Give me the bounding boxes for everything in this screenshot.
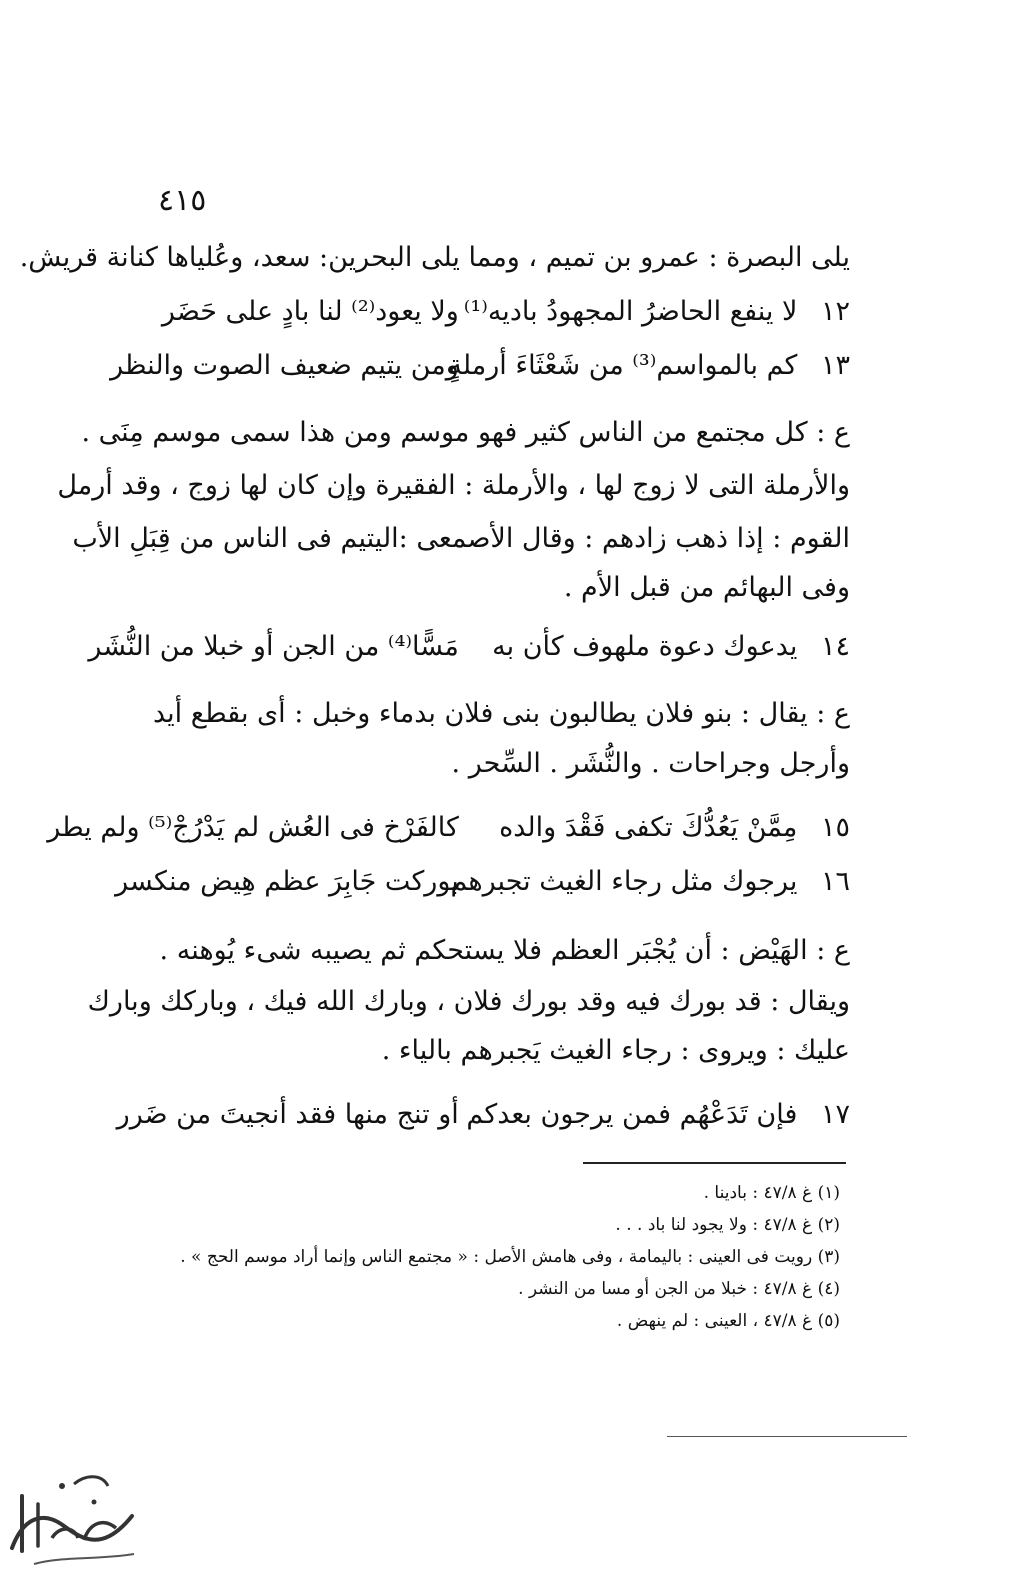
- verse-number: ١٢: [820, 296, 850, 327]
- verse-hemistich-2: أو تنج منها فقد أنجيتَ من ضَرر: [116, 1099, 459, 1130]
- verse-hemistich-1: كم بالمواسم⁽³⁾ من شَعْثَاءَ أرملةٍ: [448, 350, 798, 381]
- commentary-line: القوم : إذا ذهب زادهم : وقال الأصمعى :اليتيم فى الناس من قِبَلِ الأب: [72, 523, 850, 554]
- commentary-line: والأرملة التى لا زوج لها ، والأرملة : الفقيرة وإن كان لها زوج ، وقد أرمل: [57, 470, 850, 501]
- verse-number: ١٣: [820, 350, 850, 381]
- footnote-1: (١) غ ٤٧/٨ : بادينا .: [703, 1183, 840, 1203]
- commentary-line: ع : يقال : بنو فلان يطالبون بنى فلان بدماء وخبل : أى بقطع أيد: [153, 698, 850, 729]
- verse-17: [116, 1095, 850, 1135]
- verse-hemistich-2: كالفَرْخ فى العُش لم يَدْرُجْ⁽⁵⁾ ولم يطر: [47, 812, 459, 843]
- commentary-line: ويقال : قد بورك فيه وقد بورك فلان ، وبارك الله فيك ، وباركك وبارك: [87, 986, 850, 1017]
- commentary-line: ع : كل مجتمع من الناس كثير فهو موسم ومن هذا سمى موسم مِنَى .: [81, 417, 850, 448]
- verse-12: [160, 292, 850, 332]
- footnote-5: (٥) غ ٤٧/٨ ، العينى : لم ينهض .: [616, 1311, 840, 1331]
- verse-14: [88, 627, 850, 667]
- commentary-line: عليك : ويروى : رجاء الغيث يَجبرهم بالياء .: [381, 1035, 850, 1066]
- verse-hemistich-1: يدعوك دعوة ملهوف كأن به: [492, 631, 798, 662]
- verse-number: ١٦: [820, 866, 850, 897]
- verse-16: [115, 862, 850, 902]
- verse-hemistich-1: فإن تَدَعْهُم فمن يرجون بعدكم: [466, 1099, 798, 1130]
- verse-hemistich-2: مَسًّا⁽⁴⁾ من الجن أو خبلا من النُّشَر: [88, 631, 459, 662]
- verse-number: ١٤: [820, 631, 850, 662]
- verse-number: ١٧: [820, 1099, 850, 1130]
- page-bottom-divider: [667, 1436, 907, 1437]
- intro-line: يلى البصرة : عمرو بن تميم ، ومما يلى البحرين: سعد، وعُلياها كنانة قريش.: [19, 242, 850, 273]
- footnote-3: (٣) رويت فى العينى : باليمامة ، وفى هامش الأصل : « مجتمع الناس وإنما أراد موسم الحج » .: [180, 1247, 840, 1267]
- page-number: ٤١٥: [158, 183, 207, 218]
- footnote-4: (٤) غ ٤٧/٨ : خبلا من الجن أو مسا من النشر .: [518, 1279, 840, 1299]
- commentary-line: وأرجل وجراحات . والنُّشَر . السِّحر .: [451, 748, 850, 779]
- verse-hemistich-1: يرجوك مثل رجاء الغيث تجبرهم: [450, 866, 798, 897]
- footnote-2: (٢) غ ٤٧/٨ : ولا يجود لنا باد . . .: [615, 1215, 840, 1235]
- footnote-divider: [583, 1162, 846, 1164]
- calligraphy-stamp-logo: [4, 1456, 142, 1574]
- verse-hemistich-2: بوركت جَابِرَ عظم هِيض منكسر: [115, 866, 459, 897]
- commentary-line: وفى البهائم من قبل الأم .: [563, 572, 850, 603]
- verse-hemistich-2: ولا يعود⁽²⁾ لنا بادٍ على حَضَر: [161, 296, 459, 327]
- verse-number: ١٥: [820, 812, 850, 843]
- verse-hemistich-1: لا ينفع الحاضرُ المجهودُ باديه⁽¹⁾: [463, 296, 798, 327]
- verse-13: [110, 346, 850, 386]
- verse-hemistich-2: ومن يتيم ضعيف الصوت والنظر: [110, 350, 459, 381]
- verse-15: [47, 808, 850, 848]
- verse-hemistich-1: مِمَّنْ يَعُدُّكَ تكفى فَقْدَ والده: [499, 812, 798, 843]
- commentary-line: ع : الهَيْض : أن يُجْبَر العظم فلا يستحكم ثم يصيبه شىء يُوهنه .: [159, 935, 850, 966]
